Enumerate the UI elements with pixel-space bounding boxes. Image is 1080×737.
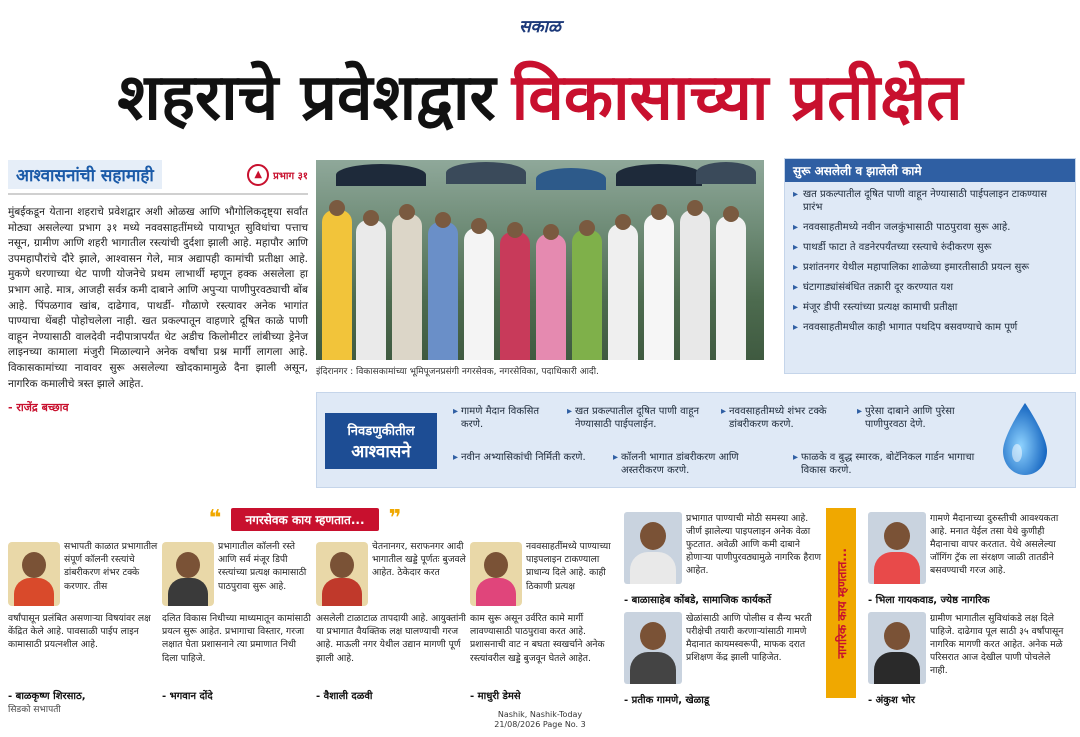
quote-text-cont: काम सुरू असून उर्वरित कामे मार्गी लावण्यासाठी पाठपुरावा करत आहे. प्रशासनाची वाट न बघता स्वखर्चाने अनेक रस्त्यांवरील खड्डे बुजवून घेतले आहेत.: [470, 613, 605, 664]
story-byline: - राजेंद्र बच्छाव: [8, 401, 69, 415]
quote-text: नववसाहतींमध्ये पाण्याच्या पाइपलाइन टाकण्याला प्राधान्य दिले आहे. काही ठिकाणी प्रत्यक्ष: [526, 541, 611, 592]
quote-text-cont: दलित विकास निधीच्या माध्यमातून कामांसाठी प्रयत्न सुरू आहेत. प्रभागाचा विस्तार, गरजा लक्षात घेता प्रशासनाने त्या प्रमाणात निधी दिला पाहिजे.: [162, 613, 311, 664]
masthead-logo: सकाळ: [519, 17, 561, 37]
works-panel: [784, 158, 1076, 374]
person-name: - भिला गायकवाड, ज्येष्ठ नागरिक: [868, 595, 990, 606]
quote-text: चेतनानगर, सराफनगर आदी भागातील खड्डे पूर्णतः बुजवले आहेत. ठेकेदार करत: [372, 541, 466, 579]
footer-edition: Nashik, Nashik-Today: [497, 710, 583, 719]
promises-panel: [316, 392, 1076, 488]
headline: [40, 48, 1040, 148]
list-item: ▸ पाथर्डी फाटा ते वडनेरपर्यंतच्या रस्त्याचे रुंदीकरण सुरू: [793, 241, 1067, 254]
avatar: [8, 542, 60, 606]
list-item: ▸ प्रशांतनगर येथील महापालिका शाळेच्या इमारतीसाठी प्रयत्न सुरू: [793, 261, 1067, 274]
quote-text: प्रभागातील कॉलनी रस्ते आणि सर्व मंजूर डिपी रस्त्यांच्या प्रत्यक्ष कामासाठी पाठपुरावा सुरू आहे.: [218, 541, 307, 592]
avatar: [624, 612, 682, 684]
councillor-card: [470, 540, 620, 710]
person-name: - वैशाली दळवी: [316, 691, 373, 702]
photo-caption: इंदिरानगर : विकासकामांच्या भूमिपूजनप्रसंगी नगरसेवक, नगरसेविका, पदाधिकारी आदी.: [316, 367, 599, 377]
citizen-card: [868, 612, 1068, 712]
quote-text-cont: वर्षांपासून प्रलंबित असणाऱ्या विषयांवर लक्ष केंद्रित केले आहे. पावसाळी पाईप लाइन कामासाठी प्रयत्नशील आहे.: [8, 613, 151, 651]
promise-item: ▸ कॉलनी भागात डांबरीकरण आणि अस्तरीकरण करणे.: [613, 451, 783, 477]
list-item: ▸ मंजूर डीपी रस्त्यांच्या प्रत्यक्ष कामाची प्रतीक्षा: [793, 301, 1067, 314]
citizens-title: नागरिक काय म्हणतात...: [834, 547, 849, 659]
citizen-card: [624, 612, 824, 712]
person-role: सिडको सभापती: [8, 705, 61, 715]
promise-item: ▸ फाळके व बुद्ध स्मारक, बोटॅनिकल गार्डन भागाचा विकास करणे.: [793, 451, 989, 477]
promises-title-line-1: निवडणुकीतील: [347, 423, 415, 439]
quote-text: ग्रामीण भागातील सुविधांकडे लक्ष दिले पाहिजे. दाढेगाव पूल साठी ३५ वर्षांपासून नागरिक मागणी करत आहेत. अनेक मळे परिसरात आज देखील पाणी पोचलेले नाही.: [930, 613, 1064, 676]
water-drop-icon: [999, 401, 1051, 477]
avatar: [316, 542, 368, 606]
page-footer: [470, 710, 610, 730]
promise-item: ▸ खत प्रकल्पातील दूषित पाणी वाहून नेण्यासाठी पाईपलाईन.: [567, 405, 717, 431]
headline-part-2: विकासाच्या प्रतीक्षेत: [511, 61, 963, 135]
list-item: ▸ नववसाहतीमध्ये नवीन जलकुंभासाठी पाठपुरावा सुरू आहे.: [793, 221, 1067, 234]
story-body: मुंबईकडून येताना शहराचे प्रवेशद्वार अशी ओळख आणि भौगोलिकदृष्ट्या सर्वांत मोठ्या असलेल्या प्रभाग ३१ मध्ये नववसाहतींमध्ये पायाभूत सुविधांचा पत्ताच नसून, ग्रामीण आणि शहरी भागातील रस्त्यांची दुर्दशा झाली आहे. महापौर आणि उपमहापौरांचे दौरे झाले, आश्वासन गेले, मात्र अद्यापही कामांची प्रतीक्षा आहे. मुकणे धरणाच्या थेट पाणी योजनेचे प्रथम लाभार्थी म्हणून हक्क असलेला हा प्रभाग आहे. मात्र, आजही सर्वत्र कमी दाबाने आणि अपुऱ्या पाणीपुरवठ्याची बोंब आहे. पिंपळगाव खांब, दाढेगाव, पाथर्डी- गौळाणे रस्त्यावर अनेक भागांत पाण्याचा थेंबही पोहोचलेला नाही. खत प्रकल्पातून वाहणारे दूषित काळे पाणी वाहून नेण्यासाठी वालदेवी नदीपात्रापर्यंत थेट अडीच किलोमीटर लांबीच्या ड्रेनेज लाइनच्या कामाला मंजुरी मिळाल्याने अनेक वर्षांचा प्रश्न मार्गी लागला आहे. विकासकामांच्या नावावर सुरू असलेल्या खोदकामामुळे दैना झाली असून, नागरिक कमालीचे त्रस्त झाले आहेत.: [8, 206, 308, 390]
avatar: [868, 512, 926, 584]
promises-badge: [325, 413, 437, 469]
avatar: [470, 542, 522, 606]
person-name: - अंकुश भोर: [868, 695, 915, 706]
quote-text: सभापती काळात प्रभागातील संपूर्ण कॉलनी रस्त्यांचे डांबरीकरण शंभर टक्के करणार. तीस: [64, 541, 158, 592]
citizens-header: [826, 508, 856, 698]
main-story: [8, 160, 308, 500]
person-name: - प्रतीक गामणे, खेळाडू: [624, 695, 710, 706]
person-name: - माधुरी डेमसे: [470, 691, 521, 702]
promise-item: ▸ नवीन अभ्यासिकांची निर्मिती करणे.: [453, 451, 603, 464]
citizen-card: [868, 512, 1068, 612]
quote-open-icon: ❝: [208, 506, 222, 531]
list-item: ▸ घंटागाड्यांसंबंधित तक्रारी दूर करण्यात यश: [793, 281, 1067, 294]
quote-text-cont: असलेली टाळाटाळ तापदायी आहे. आयुक्तांनी या प्रभागात वैयक्तिक लक्ष घालण्याची गरज आहे. माऊली नगर येथील उद्यान मागणी पूर्ण झाली आहे.: [316, 613, 466, 664]
quote-text: प्रभागात पाण्याची मोठी समस्या आहे. जीर्ण झालेल्या पाइपलाइन अनेक वेळा फुटतात. अवेळी आणि कमी दाबाने होणाऱ्या पाणीपुरवठ्यामुळे नागरिक हैराण आहेत.: [686, 513, 822, 576]
event-photo: [316, 160, 764, 360]
quote-close-icon: ❞: [388, 506, 402, 531]
quote-text: गामणे मैदानाच्या दुरुस्तीची आवश्यकता आहे. मनात येईल तसा येथे कुणीही मैदानाचा वापर करतात. येथे असलेल्या जॉगिंग ट्रॅक ला संरक्षण जाळी तातडीने बसवण्याची गरज आहे.: [930, 513, 1059, 576]
ward-label: प्रभाग ३१: [273, 170, 308, 182]
avatar: [624, 512, 682, 584]
ward-emblem-icon: ▲: [247, 164, 269, 186]
ward-tag: [247, 164, 308, 186]
works-title: सुरू असलेली व झालेली कामे: [785, 159, 1075, 182]
promises-title-line-2: आश्वासने: [351, 441, 411, 462]
councillor-card: [8, 540, 158, 715]
avatar: [868, 612, 926, 684]
councillors-header: [160, 508, 450, 530]
quote-text: खेळांसाठी आणि पोलीस व सैन्य भरती परीक्षेची तयारी करणाऱ्यांसाठी गामणे मैदानात कायमस्वरूपी, माफक दरात प्रशिक्षण केंद्र झाली पाहिजेत.: [686, 613, 812, 663]
works-list: [793, 188, 1067, 334]
section-header: [8, 160, 308, 195]
headline-part-1: शहराचे प्रवेशद्वार: [117, 61, 496, 135]
councillor-card: [316, 540, 466, 710]
person-name: - भगवान दोंदे: [162, 691, 213, 702]
promise-item: ▸ नववसाहतीमध्ये शंभर टक्के डांबरीकरण करणे.: [721, 405, 851, 431]
person-name: - बाळकृष्ण शिरसाठ,: [8, 691, 86, 702]
section-title: आश्वासनांची सहामाही: [8, 160, 162, 189]
promise-item: ▸ गामणे मैदान विकसित करणे.: [453, 405, 563, 431]
councillor-card: [162, 540, 312, 710]
citizen-card: [624, 512, 824, 612]
promise-item: ▸ पुरेसा दाबाने आणि पुरेसा पाणीपुरवठा देणे.: [857, 405, 987, 431]
footer-date-page: 21/08/2026 Page No. 3: [494, 720, 586, 729]
avatar: [162, 542, 214, 606]
list-item: ▸ नववसाहतीमधील काही भागात पथदिप बसवण्याचे काम पूर्ण: [793, 321, 1067, 334]
list-item: ▸ खत प्रकल्पातील दूषित पाणी वाहून नेण्यासाठी पाईपलाइन टाकण्यास प्रारंभ: [793, 188, 1067, 214]
person-name: - बाळासाहेब कोंबडे, सामाजिक कार्यकर्ते: [624, 595, 772, 606]
councillors-title: नगरसेवक काय म्हणतात...: [231, 508, 378, 531]
